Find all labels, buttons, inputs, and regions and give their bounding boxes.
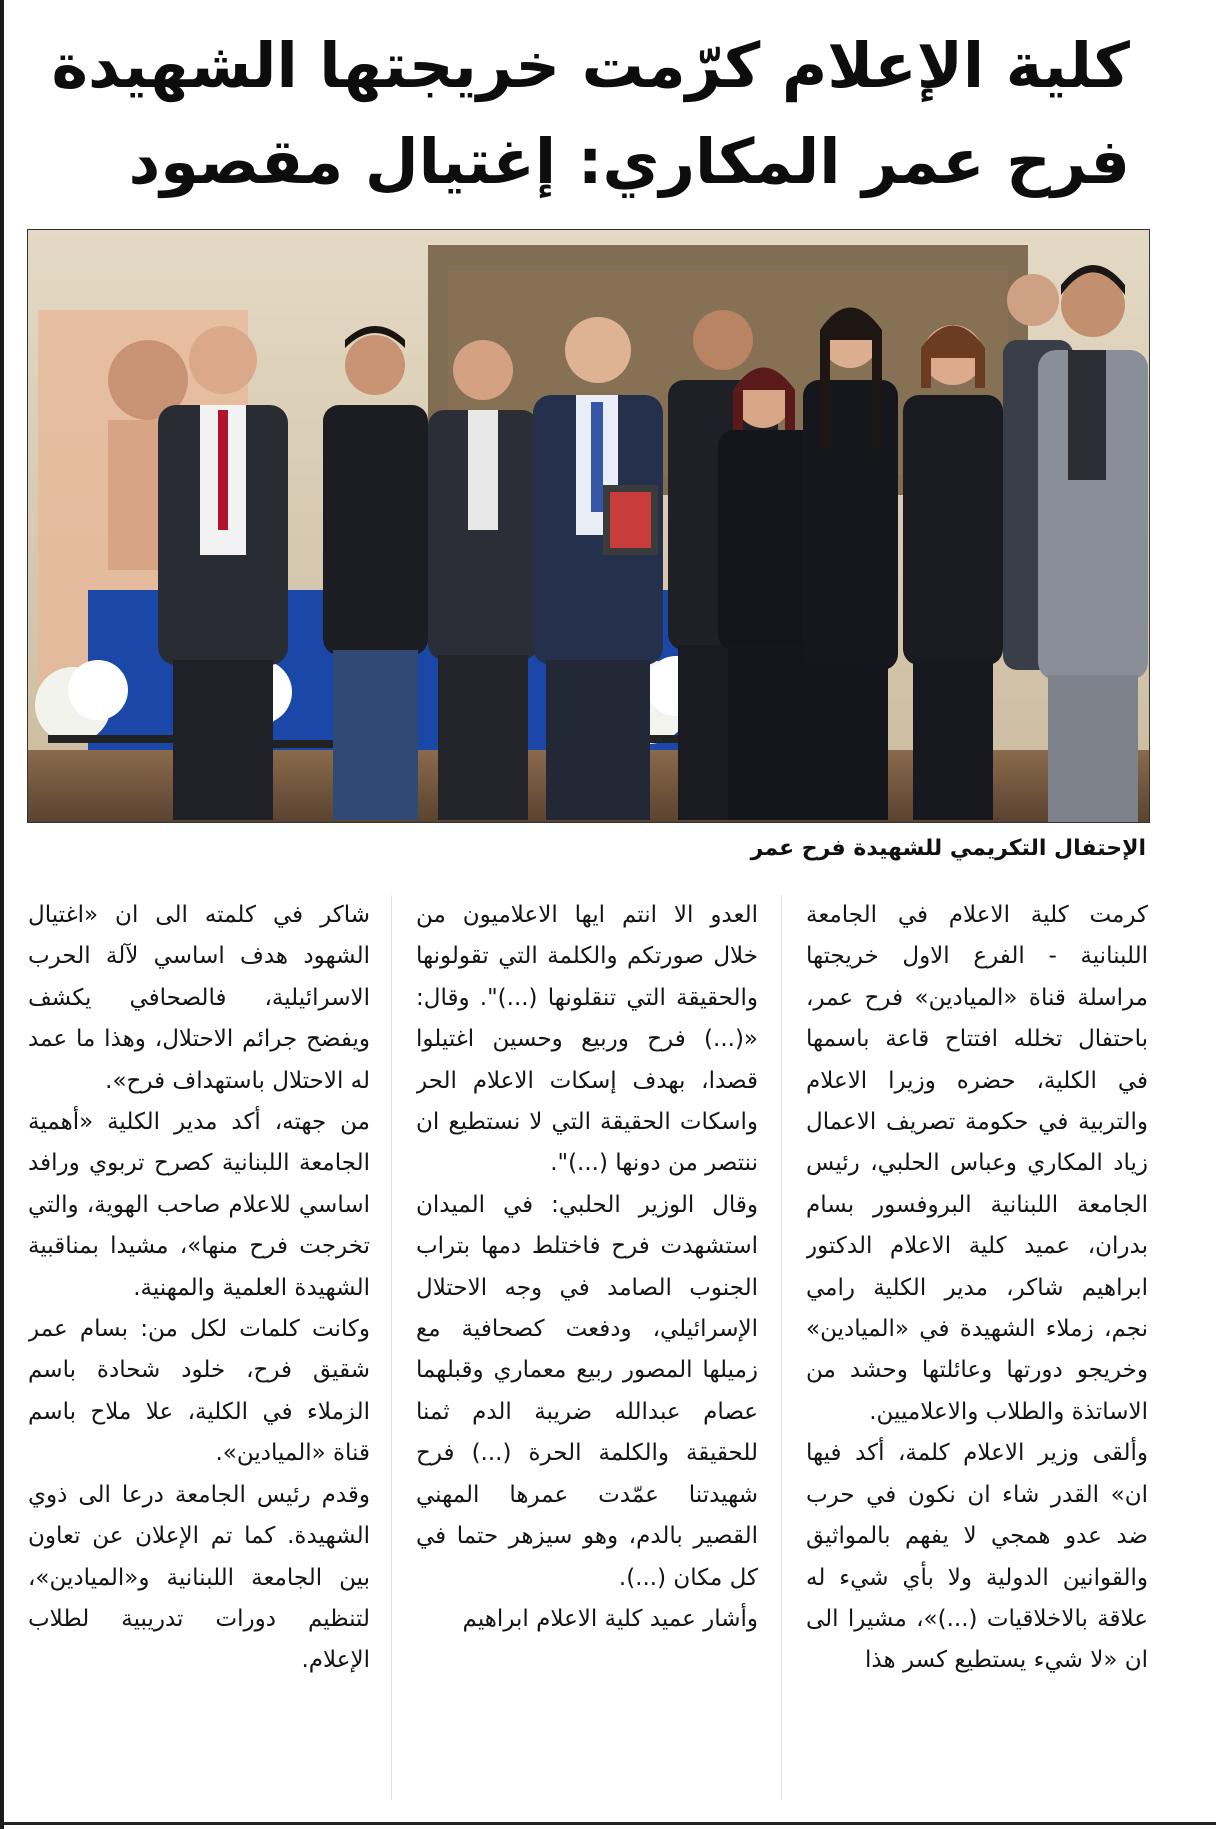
ceremony-photo-illustration [28,230,1149,822]
article-headline: كلية الإعلام كرّمت خريجتها الشهيدة فرح عمر المكاري: إغتيال مقصود [51,29,1130,198]
paragraph: وقال الوزير الحلبي: في الميدان استشهدت فرح فاختلط دمها بتراب الجنوب الصامد في وجه الاحتلال الإسرائيلي، ودفعت كصحافية مع زميلها المصور ربيع معماري وقبلهما عصام عبدالله ضريبة الدم ثمنا للحقيقة والكلمة الحرة (...) فرح شهيدتنا عمّدت عمرها المهني القصير بالدم، وهو سيزهر حتما في كل مكان (...). [416,1191,758,1591]
paragraph: وقدم رئيس الجامعة درعا الى ذوي الشهيدة. كما تم الإعلان عن تعاون بين الجامعة اللبنانية و«الميادين»، لتنظيم دورات تدريبية لطلاب الإعلام. [28,1481,370,1674]
page-bottom-rule [0,1822,1216,1825]
page-left-rule [0,0,4,1829]
paragraph: العدو الا انتم ايها الاعلاميون من خلال صورتكم والكلمة التي تقولونها والحقيقة التي تنقلونها (...)". وقال: «(...) فرح وربيع وحسين اغتيلوا قصدا، بهدف إسكات الاعلام الحر واسكات الحقيقة التي لا نستطيع ان ننتصر من دونها (...)". [416,902,758,1177]
paragraph: شاكر في كلمته الى ان «اغتيال الشهود هدف اساسي لآلة الحرب الاسرائيلية، فالصحافي يكشف ويفضح جرائم الاحتلال، وهذا ما عمد له الاحتلال باستهداف فرح». [28,902,370,1094]
paragraph: وكانت كلمات لكل من: بسام عمر شقيق فرح، خلود شحادة باسم الزملاء في الكلية، علا ملاح باسم قناة «الميادين». [28,1316,370,1467]
paragraph: كرمت كلية الاعلام في الجامعة اللبنانية - الفرع الاول خريجتها مراسلة قناة «الميادين» فرح عمر، باحتفال تخلله افتتاح قاعة باسمها في الكلية، حضره وزيرا الاعلام والتربية في حكومة تصريف الاعمال زياد المكاري وعباس الحلبي، رئيس الجامعة اللبنانية البروفسور بسام بدران، عميد كلية الاعلام الدكتور ابراهيم شاكر، مدير الكلية رامي نجم، زملاء الشهيدة في «الميادين» وخريجو دورتها وعائلتها وحشد من الاساتذة والطلاب والاعلاميين. [806,902,1148,1425]
article-column-1 [806,895,1148,1800]
photo-caption: الإحتفال التكريمي للشهيدة فرح عمر [750,836,1146,861]
paragraph: وأشار عميد كلية الاعلام ابراهيم [462,1605,758,1632]
article-photo [27,229,1150,823]
article-column-2 [416,895,758,1800]
column-divider [781,895,782,1800]
article-column-3 [28,895,370,1800]
column-divider [391,895,392,1800]
paragraph: من جهته، أكد مدير الكلية «أهمية الجامعة اللبنانية كصرح تربوي ورافد اساسي للاعلام صاحب الهوية، والتي تخرجت فرح منها»، مشيدا بمناقبية الشهيدة العلمية والمهنية. [28,1109,370,1301]
paragraph: وألقى وزير الاعلام كلمة، أكد فيها ان» القدر شاء ان نكون في حرب ضد عدو همجي لا يفهم بالمواثيق والقوانين الدولية ولا بأي شيء له علاقة بالاخلاقيات (...)»، مشيرا الى ان «لا شيء يستطيع كسر هذا [806,1440,1148,1674]
